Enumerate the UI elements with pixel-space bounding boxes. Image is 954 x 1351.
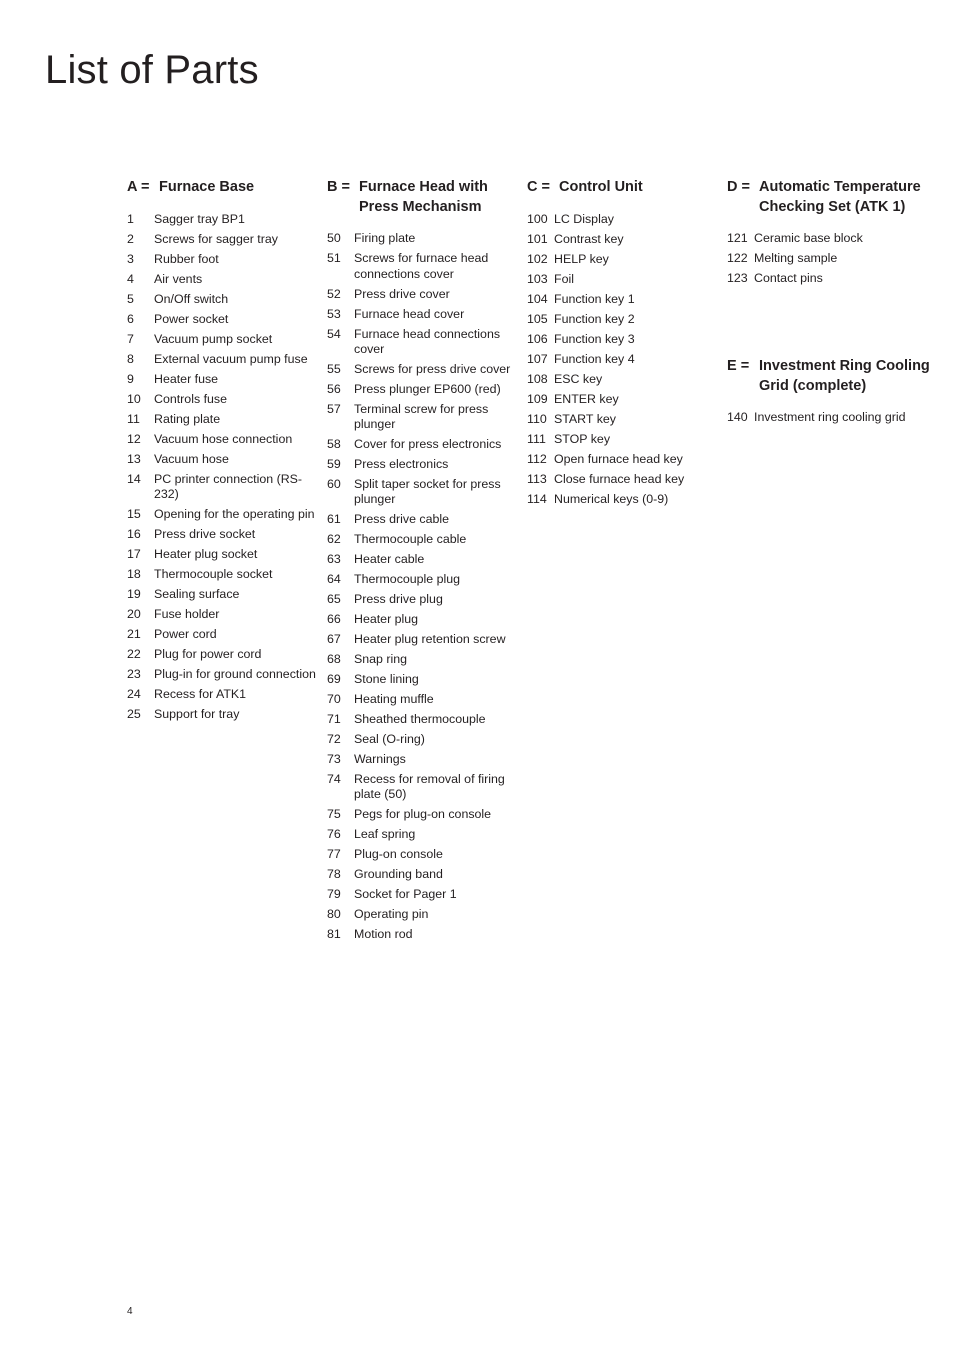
part-name: Screws for furnace head connections cover xyxy=(354,251,489,281)
list-item xyxy=(127,607,317,622)
section-title: Furnace Base xyxy=(159,179,255,195)
part-number: 55 xyxy=(327,361,341,376)
page-number: 4 xyxy=(127,1306,133,1317)
parts-list xyxy=(527,212,717,507)
list-item xyxy=(327,251,519,281)
list-item xyxy=(527,252,717,267)
part-name: Terminal screw for press plunger xyxy=(354,401,489,432)
list-item xyxy=(327,382,519,397)
part-name: Function key 4 xyxy=(554,351,635,366)
list-item xyxy=(727,271,937,286)
section-furnace-base xyxy=(127,178,317,727)
part-name: Function key 1 xyxy=(554,291,635,306)
list-item xyxy=(527,472,717,487)
part-name: Function key 3 xyxy=(554,331,635,346)
part-number: 81 xyxy=(327,927,341,942)
part-number: 63 xyxy=(327,552,341,567)
part-number: 73 xyxy=(327,752,341,767)
part-name: Melting sample xyxy=(754,251,838,266)
list-item xyxy=(327,437,519,452)
part-name: Recess for removal of firing plate (50) xyxy=(354,772,505,802)
part-name: Thermocouple cable xyxy=(354,532,467,547)
part-number: 67 xyxy=(327,632,341,647)
list-item xyxy=(327,457,519,472)
part-number: 18 xyxy=(127,566,141,581)
list-item xyxy=(127,667,317,682)
section-temperature-checking-set xyxy=(727,178,937,291)
part-name: Air vents xyxy=(154,271,203,286)
list-item xyxy=(327,632,519,647)
part-number: 10 xyxy=(127,391,141,406)
part-number: 50 xyxy=(327,231,341,246)
list-item xyxy=(527,452,717,467)
part-name: Rating plate xyxy=(154,411,221,426)
list-item xyxy=(327,287,519,302)
part-number: 16 xyxy=(127,526,141,541)
part-name: Controls fuse xyxy=(154,391,228,406)
part-name: Press plunger EP600 (red) xyxy=(354,381,501,396)
part-name: Vacuum hose connection xyxy=(154,431,293,446)
part-number: 21 xyxy=(127,626,141,641)
list-item xyxy=(127,232,317,247)
part-number: 22 xyxy=(127,646,141,661)
section-letter: A = xyxy=(127,179,150,195)
part-name: Numerical keys (0-9) xyxy=(554,491,669,506)
part-number: 110 xyxy=(527,411,547,426)
list-item xyxy=(327,732,519,747)
list-item xyxy=(127,372,317,387)
list-item xyxy=(527,352,717,367)
list-item xyxy=(127,392,317,407)
list-item xyxy=(527,332,717,347)
part-number: 17 xyxy=(127,546,141,561)
part-name: Sealing surface xyxy=(154,586,240,601)
list-item xyxy=(327,927,519,942)
part-number: 59 xyxy=(327,457,341,472)
part-number: 109 xyxy=(527,391,548,406)
part-number: 58 xyxy=(327,437,341,452)
part-name: Warnings xyxy=(354,752,406,767)
part-name: Socket for Pager 1 xyxy=(354,887,457,902)
part-name: LC Display xyxy=(554,211,614,226)
part-number: 57 xyxy=(327,401,341,416)
list-item xyxy=(327,672,519,687)
part-number: 74 xyxy=(327,772,341,787)
part-name: Furnace head connections cover xyxy=(354,326,501,356)
list-item xyxy=(327,752,519,767)
list-item xyxy=(527,372,717,387)
part-number: 7 xyxy=(127,331,134,346)
section-control-unit xyxy=(527,178,717,512)
part-name: Heater plug xyxy=(354,612,419,627)
part-number: 54 xyxy=(327,326,341,341)
part-number: 64 xyxy=(327,572,341,587)
part-name: Recess for ATK1 xyxy=(154,686,247,701)
list-item xyxy=(327,402,519,432)
part-name: Press electronics xyxy=(354,457,449,472)
part-number: 3 xyxy=(127,251,134,266)
part-name: Operating pin xyxy=(354,907,429,922)
list-item xyxy=(327,552,519,567)
part-number: 14 xyxy=(127,471,141,486)
part-number: 15 xyxy=(127,506,141,521)
list-item xyxy=(527,212,717,227)
part-number: 114 xyxy=(527,491,547,506)
part-name: Screws for press drive cover xyxy=(354,361,511,376)
list-item xyxy=(127,252,317,267)
part-name: External vacuum pump fuse xyxy=(154,351,308,366)
part-name: Motion rod xyxy=(354,927,413,942)
part-name: Press drive plug xyxy=(354,592,443,607)
part-name: Stone lining xyxy=(354,672,419,687)
part-name: Heater cable xyxy=(354,552,425,567)
part-number: 2 xyxy=(127,231,134,246)
list-item xyxy=(127,627,317,642)
part-name: Plug-on console xyxy=(354,847,443,862)
part-number: 1 xyxy=(127,211,134,226)
part-number: 69 xyxy=(327,672,341,687)
section-heading xyxy=(527,178,717,198)
parts-list xyxy=(727,410,937,425)
list-item xyxy=(127,352,317,367)
part-name: Cover for press electronics xyxy=(354,437,502,452)
list-item xyxy=(327,231,519,246)
section-heading xyxy=(327,178,519,217)
part-number: 60 xyxy=(327,477,341,492)
list-item xyxy=(127,452,317,467)
list-item xyxy=(527,272,717,287)
list-item xyxy=(327,692,519,707)
part-name: Firing plate xyxy=(354,231,416,246)
part-number: 75 xyxy=(327,807,341,822)
part-number: 80 xyxy=(327,907,341,922)
part-name: Rubber foot xyxy=(154,251,219,266)
section-title: Control Unit xyxy=(559,179,643,195)
list-item xyxy=(727,231,937,246)
part-name: Power cord xyxy=(154,626,217,641)
list-item xyxy=(527,412,717,427)
part-name: Pegs for plug-on console xyxy=(354,807,492,822)
part-number: 112 xyxy=(527,451,547,466)
part-number: 4 xyxy=(127,271,134,286)
part-number: 79 xyxy=(327,887,341,902)
list-item xyxy=(527,432,717,447)
part-name: Snap ring xyxy=(354,652,408,667)
part-name: Seal (O-ring) xyxy=(354,732,425,747)
part-name: Plug-in for ground connection xyxy=(154,666,316,681)
part-number: 19 xyxy=(127,586,141,601)
part-name: HELP key xyxy=(554,251,609,266)
list-item xyxy=(327,592,519,607)
part-name: Vacuum hose xyxy=(154,451,229,466)
list-item xyxy=(127,647,317,662)
part-name: Heater plug retention screw xyxy=(354,632,506,647)
part-number: 52 xyxy=(327,286,341,301)
list-item xyxy=(327,867,519,882)
part-name: START key xyxy=(554,411,616,426)
part-name: Heater fuse xyxy=(154,371,219,386)
list-item xyxy=(327,532,519,547)
part-name: Power socket xyxy=(154,311,229,326)
list-item xyxy=(127,312,317,327)
list-item xyxy=(127,472,317,502)
section-heading xyxy=(727,178,937,217)
part-number: 72 xyxy=(327,732,341,747)
list-item xyxy=(127,212,317,227)
list-item xyxy=(527,392,717,407)
part-number: 24 xyxy=(127,686,141,701)
part-name: Plug for power cord xyxy=(154,646,262,661)
part-name: Furnace head cover xyxy=(354,306,465,321)
parts-list xyxy=(327,231,519,942)
part-name: Thermocouple socket xyxy=(154,566,273,581)
part-name: Support for tray xyxy=(154,706,240,721)
part-number: 61 xyxy=(327,512,341,527)
list-item xyxy=(127,527,317,542)
part-name: ENTER key xyxy=(554,391,619,406)
page-title: List of Parts xyxy=(45,48,259,92)
section-letter: D = xyxy=(727,179,750,195)
list-item xyxy=(327,712,519,727)
part-name: Function key 2 xyxy=(554,311,635,326)
list-item xyxy=(127,707,317,722)
section-letter: E = xyxy=(727,358,750,374)
part-number: 51 xyxy=(327,251,341,266)
part-number: 106 xyxy=(527,331,548,346)
part-number: 108 xyxy=(527,371,548,386)
part-name: Split taper socket for press plunger xyxy=(354,477,501,507)
part-name: Foil xyxy=(554,271,574,286)
part-name: ESC key xyxy=(554,371,603,386)
part-name: Vacuum pump socket xyxy=(154,331,273,346)
part-number: 107 xyxy=(527,351,548,366)
part-number: 66 xyxy=(327,612,341,627)
part-name: Press drive cable xyxy=(354,512,450,527)
part-number: 23 xyxy=(127,666,141,681)
list-item xyxy=(127,432,317,447)
part-name: Sheathed thermocouple xyxy=(354,712,486,727)
part-name: Thermocouple plug xyxy=(354,572,461,587)
part-name: Fuse holder xyxy=(154,606,220,621)
list-item xyxy=(327,827,519,842)
list-item xyxy=(327,652,519,667)
list-item xyxy=(327,772,519,802)
list-item xyxy=(327,512,519,527)
list-item xyxy=(127,547,317,562)
list-item xyxy=(327,907,519,922)
part-name: Press drive cover xyxy=(354,286,450,301)
part-name: Grounding band xyxy=(354,867,443,882)
list-item xyxy=(527,312,717,327)
section-title: Investment Ring Cooling Grid (complete) xyxy=(759,358,930,394)
part-number: 102 xyxy=(527,251,548,266)
part-number: 12 xyxy=(127,431,141,446)
part-name: Contrast key xyxy=(554,231,624,246)
part-name: Heater plug socket xyxy=(154,546,258,561)
section-furnace-head xyxy=(327,178,519,947)
part-number: 122 xyxy=(727,251,748,266)
part-number: 105 xyxy=(527,311,548,326)
list-item xyxy=(127,292,317,307)
list-item xyxy=(527,292,717,307)
list-item xyxy=(327,307,519,322)
list-item xyxy=(527,232,717,247)
section-letter: B = xyxy=(327,179,350,195)
section-title: Automatic Temperature Checking Set (ATK 1) xyxy=(759,179,921,215)
part-number: 62 xyxy=(327,532,341,547)
part-name: Contact pins xyxy=(754,271,823,286)
list-item xyxy=(327,887,519,902)
part-name: Investment ring cooling grid xyxy=(754,410,906,425)
part-number: 78 xyxy=(327,867,341,882)
part-number: 6 xyxy=(127,311,134,326)
section-heading xyxy=(127,178,317,198)
part-name: Open furnace head key xyxy=(554,451,683,466)
part-number: 77 xyxy=(327,847,341,862)
part-number: 100 xyxy=(527,211,548,226)
section-heading xyxy=(727,357,937,396)
part-name: Heating muffle xyxy=(354,692,434,707)
part-number: 56 xyxy=(327,381,341,396)
part-name: On/Off switch xyxy=(154,291,229,306)
list-item xyxy=(127,507,317,522)
part-name: Leaf spring xyxy=(354,827,416,842)
part-name: PC printer connection (RS-232) xyxy=(154,471,303,501)
part-name: STOP key xyxy=(554,431,611,446)
part-number: 103 xyxy=(527,271,548,286)
part-number: 11 xyxy=(127,411,140,426)
part-number: 140 xyxy=(727,410,748,425)
part-number: 9 xyxy=(127,371,134,386)
list-item xyxy=(327,612,519,627)
list-item xyxy=(327,847,519,862)
list-item xyxy=(127,687,317,702)
part-number: 65 xyxy=(327,592,341,607)
part-number: 8 xyxy=(127,351,134,366)
list-item xyxy=(127,332,317,347)
part-name: Ceramic base block xyxy=(754,231,863,246)
list-item xyxy=(127,567,317,582)
part-number: 101 xyxy=(527,231,548,246)
part-number: 20 xyxy=(127,606,141,621)
list-item xyxy=(327,362,519,377)
part-number: 68 xyxy=(327,652,341,667)
part-name: Sagger tray BP1 xyxy=(154,211,245,226)
part-number: 25 xyxy=(127,706,141,721)
list-item xyxy=(727,410,937,425)
list-item xyxy=(327,477,519,507)
list-item xyxy=(327,572,519,587)
part-number: 53 xyxy=(327,306,341,321)
part-number: 111 xyxy=(527,431,546,446)
list-item xyxy=(727,251,937,266)
part-name: Opening for the operating pin xyxy=(154,506,315,521)
parts-list xyxy=(127,212,317,722)
list-item xyxy=(127,272,317,287)
part-name: Screws for sagger tray xyxy=(154,231,278,246)
part-number: 5 xyxy=(127,291,134,306)
part-number: 104 xyxy=(527,291,548,306)
list-item xyxy=(127,587,317,602)
part-number: 13 xyxy=(127,451,141,466)
part-number: 76 xyxy=(327,827,341,842)
list-item xyxy=(527,492,717,507)
list-item xyxy=(127,412,317,427)
section-cooling-grid xyxy=(727,357,937,430)
list-item xyxy=(327,327,519,357)
part-number: 71 xyxy=(327,712,341,727)
part-name: Close furnace head key xyxy=(554,471,685,486)
section-letter: C = xyxy=(527,179,550,195)
section-title: Furnace Head with Press Mechanism xyxy=(359,179,488,215)
part-number: 121 xyxy=(727,231,748,246)
part-number: 113 xyxy=(527,471,547,486)
part-number: 123 xyxy=(727,271,748,286)
parts-list xyxy=(727,231,937,286)
list-item xyxy=(327,807,519,822)
part-number: 70 xyxy=(327,692,341,707)
part-name: Press drive socket xyxy=(154,526,256,541)
